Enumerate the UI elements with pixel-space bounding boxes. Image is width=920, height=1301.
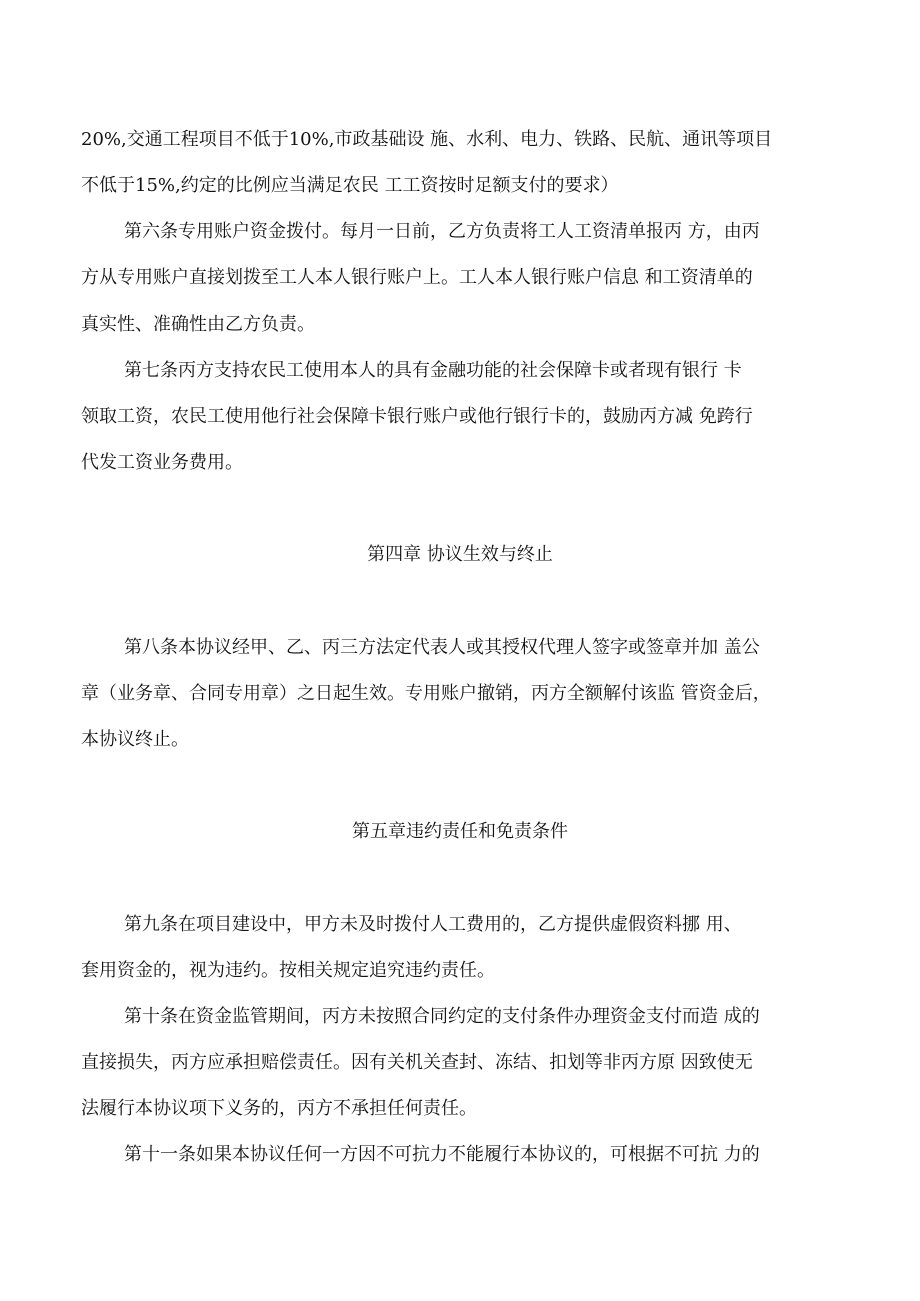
paragraph-line: 章（业务章、合同专用章）之日起生效。专用账户撤销，丙方全额解付该监 管资金后， [81,683,771,704]
chapter-5-heading: 第五章违约责任和免责条件 [352,821,568,842]
article-7-line: 第七条丙方支持农民工使用本人的具有金融功能的社会保障卡或者现有银行 卡 [124,360,742,381]
paragraph-line: 直接损失，丙方应承担赔偿责任。因有关机关查封、冻结、扣划等非丙方原 因致使无 [81,1052,753,1073]
article-8-line: 第八条本协议经甲、乙、丙三方法定代表人或其授权代理人签字或签章并加 盖公 [124,637,760,658]
article-10-line: 第十条在资金监管期间，丙方未按照合同约定的支付条件办理资金支付而造 成的 [124,1006,760,1027]
paragraph-line: 领取工资，农民工使用他行社会保障卡银行账户或他行银行卡的，鼓励丙方减 免跨行 [81,406,753,427]
paragraph-line: 不低于15%,约定的比例应当满足农民 工工资按时足额支付的要求） [81,175,619,196]
paragraph-line: 20%,交通工程项目不低于10%,市政基础设 施、水利、电力、铁路、民航、通讯等项目 [81,129,773,150]
paragraph-line: 真实性、准确性由乙方负责。 [81,314,315,335]
paragraph-line: 法履行本协议项下义务的，丙方不承担任何责任。 [81,1098,477,1119]
article-11-line: 第十一条如果本协议任何一方因不可抗力不能履行本协议的，可根据不可抗 力的 [124,1144,760,1165]
paragraph-line: 方从专用账户直接划拨至工人本人银行账户上。工人本人银行账户信息 和工资清单的 [81,267,753,288]
article-9-line: 第九条在项目建设中，甲方未及时拨付人工费用的，乙方提供虚假资料挪 用、 [124,914,742,935]
article-6-line: 第六条专用账户资金拨付。每月一日前，乙方负责将工人工资清单报丙 方，由丙 [124,221,760,242]
chapter-4-heading: 第四章 协议生效与终止 [367,544,553,565]
paragraph-line: 代发工资业务费用。 [81,452,243,473]
paragraph-line: 套用资金的，视为违约。按相关规定追究违约责任。 [81,960,495,981]
paragraph-line: 本协议终止。 [81,729,189,750]
